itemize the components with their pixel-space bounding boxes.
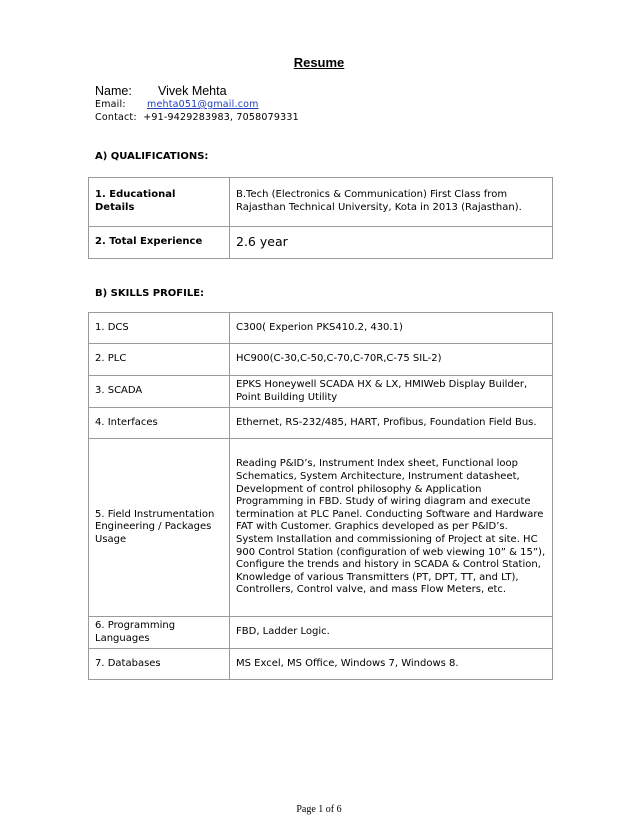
skill-value: EPKS Honeywell SCADA HX & LX, HMIWeb Display Builder, Point Building Utility xyxy=(230,376,553,408)
skill-value: MS Excel, MS Office, Windows 7, Windows 8. xyxy=(230,649,553,680)
skills-table xyxy=(88,312,553,680)
skills-heading: B) SKILLS PROFILE: xyxy=(95,288,205,299)
name-row xyxy=(95,84,227,98)
skill-label: 5. Field Instrumentation Engineering / Packages Usage xyxy=(89,439,230,617)
candidate-name: Vivek Mehta xyxy=(158,84,227,98)
skill-value: HC900(C-30,C-50,C-70,C-70R,C-75 SIL-2) xyxy=(230,344,553,376)
table-row xyxy=(89,178,553,227)
qualifications-table xyxy=(88,177,553,259)
qualification-value: B.Tech (Electronics & Communication) First Class from Rajasthan Technical University, Kota in 2013 (Rajasthan). xyxy=(230,178,553,227)
skill-label: 3. SCADA xyxy=(89,376,230,408)
resume-title: Resume xyxy=(293,55,345,70)
skill-label: 4. Interfaces xyxy=(89,408,230,439)
qualification-label: 2. Total Experience xyxy=(89,227,230,259)
skill-value: Reading P&ID’s, Instrument Index sheet, Functional loop Schematics, System Architecture, Instrument datasheet, Development of control philosophy & Application Programming in FBD. Study of wiring diagram and execute termination at PLC Panel. Conducting Software and Hardware FAT with Customer. Graphics developed as per P&ID’s. System Installation and commissioning of Project at site. HC 900 Control Station (configuration of web viewing 10” & 15”), Configure the trends and history in SCADA & Control Station, Knowledge of various Transmitters (PT, DPT, TT, and LT), Controllers, Control valve, and mass Flow Meters, etc. xyxy=(230,439,553,617)
email-link[interactable]: mehta051@gmail.com xyxy=(147,99,259,110)
skill-value: C300( Experion PKS410.2, 430.1) xyxy=(230,313,553,344)
skill-label: 1. DCS xyxy=(89,313,230,344)
skill-value: FBD, Ladder Logic. xyxy=(230,617,553,649)
qualifications-heading: A) QUALIFICATIONS: xyxy=(95,151,209,162)
name-label: Name: xyxy=(95,84,132,98)
qualification-label: 1. Educational Details xyxy=(89,178,230,227)
table-row xyxy=(89,408,553,439)
table-row xyxy=(89,649,553,680)
contact-row xyxy=(95,112,299,123)
qualification-value: 2.6 year xyxy=(230,227,553,259)
skill-label: 7. Databases xyxy=(89,649,230,680)
skill-value: Ethernet, RS-232/485, HART, Profibus, Foundation Field Bus. xyxy=(230,408,553,439)
table-row xyxy=(89,313,553,344)
contact-label: Contact: xyxy=(95,112,137,123)
email-label: Email: xyxy=(95,99,126,110)
table-row xyxy=(89,439,553,617)
table-row xyxy=(89,376,553,408)
table-row xyxy=(89,227,553,259)
page-number: Page 1 of 6 xyxy=(296,804,342,815)
contact-numbers: +91-9429283983, 7058079331 xyxy=(143,112,299,123)
skill-label: 2. PLC xyxy=(89,344,230,376)
email-row xyxy=(95,99,259,110)
table-row xyxy=(89,617,553,649)
skill-label: 6. Programming Languages xyxy=(89,617,230,649)
table-row xyxy=(89,344,553,376)
